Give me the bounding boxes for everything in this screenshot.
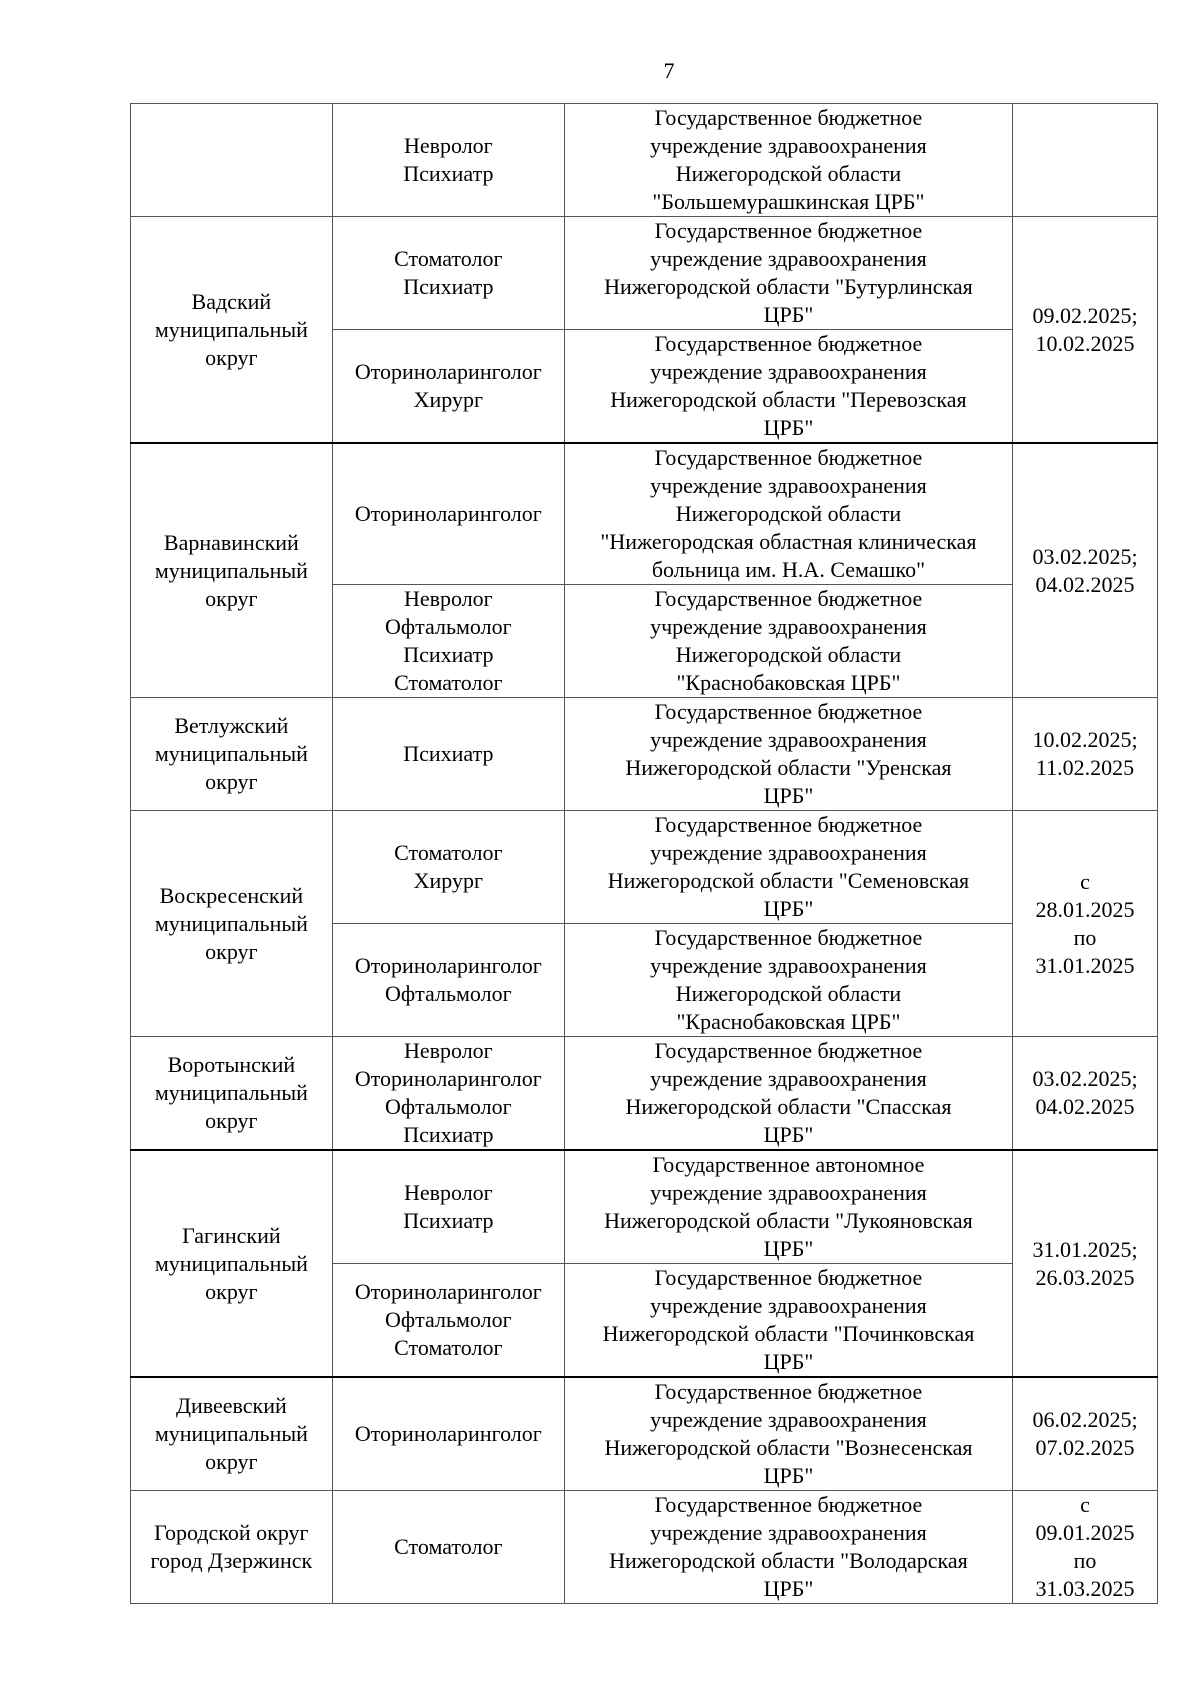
district-cell-line: округ: [205, 344, 258, 370]
specialists-cell-line: Оториноларинголог: [354, 1421, 542, 1446]
institution-cell: [564, 217, 1012, 330]
specialists-cell-line: Психиатр: [403, 1122, 494, 1147]
institution-cell: [564, 924, 1012, 1037]
institution-cell-line: Государственное автономное: [652, 1152, 925, 1177]
dates-cell: [1013, 811, 1158, 1037]
table-row: [131, 443, 1158, 585]
specialists-cell-line: Офтальмолог: [385, 981, 512, 1006]
specialists-cell-line: Хирург: [413, 387, 484, 412]
district-cell-line: округ: [205, 1108, 258, 1133]
specialists-cell-line: Стоматолог: [394, 246, 503, 271]
institution-cell: [564, 330, 1012, 444]
specialists-cell: [332, 217, 564, 330]
district-cell-line: Дивеевский: [175, 1393, 287, 1418]
table-row: [131, 811, 1158, 924]
institution-cell-line: ЦРБ": [763, 1463, 814, 1488]
institution-cell: [564, 1150, 1012, 1264]
district-cell-line: муниципальный: [154, 910, 308, 936]
district-cell-line: Варнавинский: [163, 529, 299, 555]
institution-cell-line: Нижегородской области "Вознесенская: [604, 1435, 973, 1460]
institution-cell-line: Государственное бюджетное: [654, 331, 923, 356]
specialists-cell: [332, 1491, 564, 1604]
dates-cell-line: 07.02.2025: [1035, 1435, 1135, 1460]
institution-cell-line: ЦРБ": [763, 783, 814, 808]
institution-cell-line: учреждение здравоохранения: [650, 1407, 927, 1432]
district-cell-line: муниципальный: [154, 557, 308, 583]
district-cell-line: Городской округ: [154, 1520, 309, 1545]
institution-cell-line: учреждение здравоохранения: [650, 133, 927, 158]
institution-cell-line: учреждение здравоохранения: [650, 246, 927, 271]
institution-cell: [564, 811, 1012, 924]
institution-cell: [564, 585, 1012, 698]
institution-cell-line: Государственное бюджетное: [654, 1265, 923, 1290]
district-cell-line: округ: [205, 769, 258, 794]
district-cell-line: Воскресенский: [159, 882, 304, 908]
district-cell-line: город Дзержинск: [150, 1548, 313, 1573]
institution-cell-line: Государственное бюджетное: [654, 1038, 923, 1063]
specialists-cell-line: Офтальмолог: [385, 614, 512, 639]
institution-cell-line: больница им. Н.А. Семашко": [651, 557, 926, 582]
district-cell: [131, 217, 333, 444]
dates-cell: [1013, 217, 1158, 444]
specialists-cell: [332, 1037, 564, 1151]
specialists-cell-line: Психиатр: [403, 741, 494, 766]
institution-cell-line: Государственное бюджетное: [654, 218, 923, 243]
specialists-cell-line: Оториноларинголог: [354, 359, 542, 384]
institution-cell-line: учреждение здравоохранения: [650, 727, 927, 752]
district-cell-line: муниципальный: [154, 741, 308, 766]
institution-cell-line: ЦРБ": [763, 415, 814, 440]
district-cell-line: Ветлужский: [174, 713, 289, 738]
dates-cell-line: по: [1073, 924, 1097, 950]
institution-cell-line: Нижегородской области: [675, 981, 902, 1006]
dates-cell-line: 04.02.2025: [1035, 571, 1135, 597]
institution-cell-line: Государственное бюджетное: [654, 1492, 923, 1517]
institution-cell-line: ЦРБ": [763, 896, 814, 921]
dates-cell-line: 04.02.2025: [1035, 1094, 1135, 1119]
institution-cell-line: Государственное бюджетное: [654, 699, 923, 724]
district-cell-line: муниципальный: [154, 316, 308, 342]
dates-cell-line: 31.03.2025: [1035, 1576, 1135, 1601]
institution-cell-line: ЦРБ": [763, 1122, 814, 1147]
specialists-cell: [332, 924, 564, 1037]
institution-cell: [564, 443, 1012, 585]
district-cell: [131, 443, 333, 698]
dates-cell-line: 31.01.2025;: [1032, 1236, 1138, 1262]
specialists-cell: [332, 1377, 564, 1491]
table-row: [131, 1491, 1158, 1604]
institution-cell-line: учреждение здравоохранения: [650, 953, 927, 978]
specialists-cell-line: Психиатр: [403, 274, 494, 299]
specialists-cell-line: Невролог: [403, 1038, 493, 1063]
dates-cell-line: 03.02.2025;: [1032, 543, 1138, 569]
dates-cell-line: с: [1080, 1492, 1090, 1517]
institution-cell-line: Нижегородской области: [675, 161, 902, 186]
district-cell-line: округ: [205, 585, 258, 611]
institution-cell-line: ЦРБ": [763, 1236, 814, 1261]
page-number: 7: [663, 58, 675, 83]
institution-cell-line: учреждение здравоохранения: [650, 359, 927, 384]
dates-cell-line: 06.02.2025;: [1032, 1407, 1138, 1432]
institution-cell-line: "Краснобаковская ЦРБ": [676, 670, 901, 695]
specialists-cell: [332, 585, 564, 698]
dates-cell-line: 26.03.2025: [1035, 1264, 1135, 1290]
table-row: [131, 1037, 1158, 1151]
specialists-cell-line: Психиатр: [403, 161, 494, 186]
institution-cell: [564, 698, 1012, 811]
institution-cell-line: учреждение здравоохранения: [650, 473, 927, 498]
specialists-cell-line: Стоматолог: [394, 840, 503, 865]
district-cell-line: округ: [205, 1449, 258, 1474]
schedule-table: [130, 103, 1158, 1604]
district-cell-line: муниципальный: [154, 1421, 308, 1446]
specialists-cell-line: Невролог: [403, 133, 493, 158]
district-cell: [131, 1150, 333, 1377]
institution-cell-line: Государственное бюджетное: [654, 812, 923, 837]
specialists-cell-line: Оториноларинголог: [354, 1279, 542, 1304]
specialists-cell-line: Оториноларинголог: [354, 501, 542, 526]
district-cell-line: Вадский: [191, 288, 272, 314]
institution-cell-line: учреждение здравоохранения: [650, 614, 927, 639]
institution-cell-line: Нижегородской области "Починковская: [602, 1321, 975, 1346]
table-row: [131, 1150, 1158, 1264]
specialists-cell-line: Оториноларинголог: [354, 953, 542, 978]
specialists-cell: [332, 811, 564, 924]
dates-cell-line: с: [1080, 868, 1090, 894]
institution-cell-line: учреждение здравоохранения: [650, 1180, 927, 1205]
specialists-cell-line: Невролог: [403, 1180, 493, 1205]
dates-cell-line: 09.02.2025;: [1032, 302, 1138, 328]
specialists-cell: [332, 443, 564, 585]
specialists-cell-line: Стоматолог: [394, 670, 503, 695]
institution-cell-line: "Нижегородская областная клиническая: [600, 529, 977, 554]
specialists-cell: [332, 330, 564, 444]
district-cell-line: округ: [205, 938, 258, 964]
dates-cell-line: по: [1073, 1548, 1097, 1573]
institution-cell-line: Государственное бюджетное: [654, 105, 923, 130]
dates-cell: [1013, 1150, 1158, 1377]
institution-cell-line: Нижегородской области: [675, 501, 902, 526]
district-cell-line: муниципальный: [154, 1080, 308, 1105]
institution-cell: [564, 1377, 1012, 1491]
specialists-cell-line: Хирург: [413, 868, 484, 893]
specialists-cell: [332, 104, 564, 217]
dates-cell: [1013, 104, 1158, 217]
dates-cell: [1013, 443, 1158, 698]
dates-cell-line: 10.02.2025: [1035, 330, 1135, 356]
institution-cell-line: Государственное бюджетное: [654, 1379, 923, 1404]
institution-cell-line: учреждение здравоохранения: [650, 840, 927, 865]
dates-cell: [1013, 1377, 1158, 1491]
specialists-cell-line: Офтальмолог: [385, 1307, 512, 1332]
specialists-cell: [332, 1150, 564, 1264]
institution-cell: [564, 1491, 1012, 1604]
specialists-cell-line: Невролог: [403, 586, 493, 611]
institution-cell-line: Государственное бюджетное: [654, 925, 923, 950]
institution-cell-line: Государственное бюджетное: [654, 586, 923, 611]
dates-cell: [1013, 698, 1158, 811]
district-cell-line: округ: [205, 1278, 258, 1304]
institution-cell-line: Нижегородской области "Володарская: [609, 1548, 968, 1573]
institution-cell-line: ЦРБ": [763, 1576, 814, 1601]
district-cell-line: Гагинский: [182, 1222, 281, 1248]
institution-cell-line: ЦРБ": [763, 302, 814, 327]
specialists-cell-line: Психиатр: [403, 642, 494, 667]
dates-cell-line: 28.01.2025: [1035, 896, 1135, 922]
table-row: [131, 1377, 1158, 1491]
institution-cell-line: учреждение здравоохранения: [650, 1066, 927, 1091]
dates-cell: [1013, 1037, 1158, 1151]
institution-cell-line: Нижегородской области "Перевозская: [610, 387, 967, 412]
institution-cell-line: ЦРБ": [763, 1349, 814, 1374]
institution-cell: [564, 1037, 1012, 1151]
table-row: [131, 104, 1158, 217]
institution-cell-line: Нижегородской области: [675, 642, 902, 667]
dates-cell-line: 10.02.2025;: [1032, 727, 1138, 752]
district-cell: [131, 698, 333, 811]
institution-cell-line: Государственное бюджетное: [654, 445, 923, 470]
table-row: [131, 698, 1158, 811]
institution-cell-line: Нижегородской области "Бутурлинская: [604, 274, 973, 299]
institution-cell-line: учреждение здравоохранения: [650, 1293, 927, 1318]
institution-cell-line: Нижегородской области "Уренская: [625, 755, 952, 780]
table-row: [131, 217, 1158, 330]
specialists-cell-line: Стоматолог: [394, 1534, 503, 1559]
institution-cell-line: Нижегородской области "Семеновская: [607, 868, 970, 893]
dates-cell-line: 09.01.2025: [1035, 1520, 1135, 1545]
institution-cell: [564, 1264, 1012, 1378]
institution-cell-line: "Большемурашкинская ЦРБ": [652, 189, 925, 214]
district-cell: [131, 104, 333, 217]
institution-cell-line: "Краснобаковская ЦРБ": [676, 1009, 901, 1034]
specialists-cell-line: Офтальмолог: [385, 1094, 512, 1119]
district-cell: [131, 1491, 333, 1604]
dates-cell-line: 11.02.2025: [1035, 755, 1135, 780]
specialists-cell-line: Психиатр: [403, 1208, 494, 1233]
institution-cell-line: Нижегородской области "Лукояновская: [604, 1208, 973, 1233]
district-cell-line: Воротынский: [167, 1052, 296, 1077]
district-cell: [131, 1037, 333, 1151]
specialists-cell: [332, 698, 564, 811]
specialists-cell: [332, 1264, 564, 1378]
dates-cell: [1013, 1491, 1158, 1604]
district-cell: [131, 1377, 333, 1491]
specialists-cell-line: Стоматолог: [394, 1335, 503, 1360]
district-cell: [131, 811, 333, 1037]
specialists-cell-line: Оториноларинголог: [354, 1066, 542, 1091]
institution-cell-line: учреждение здравоохранения: [650, 1520, 927, 1545]
institution-cell: [564, 104, 1012, 217]
institution-cell-line: Нижегородской области "Спасская: [625, 1094, 952, 1119]
dates-cell-line: 03.02.2025;: [1032, 1066, 1138, 1091]
district-cell-line: муниципальный: [154, 1250, 308, 1276]
dates-cell-line: 31.01.2025: [1035, 952, 1135, 978]
